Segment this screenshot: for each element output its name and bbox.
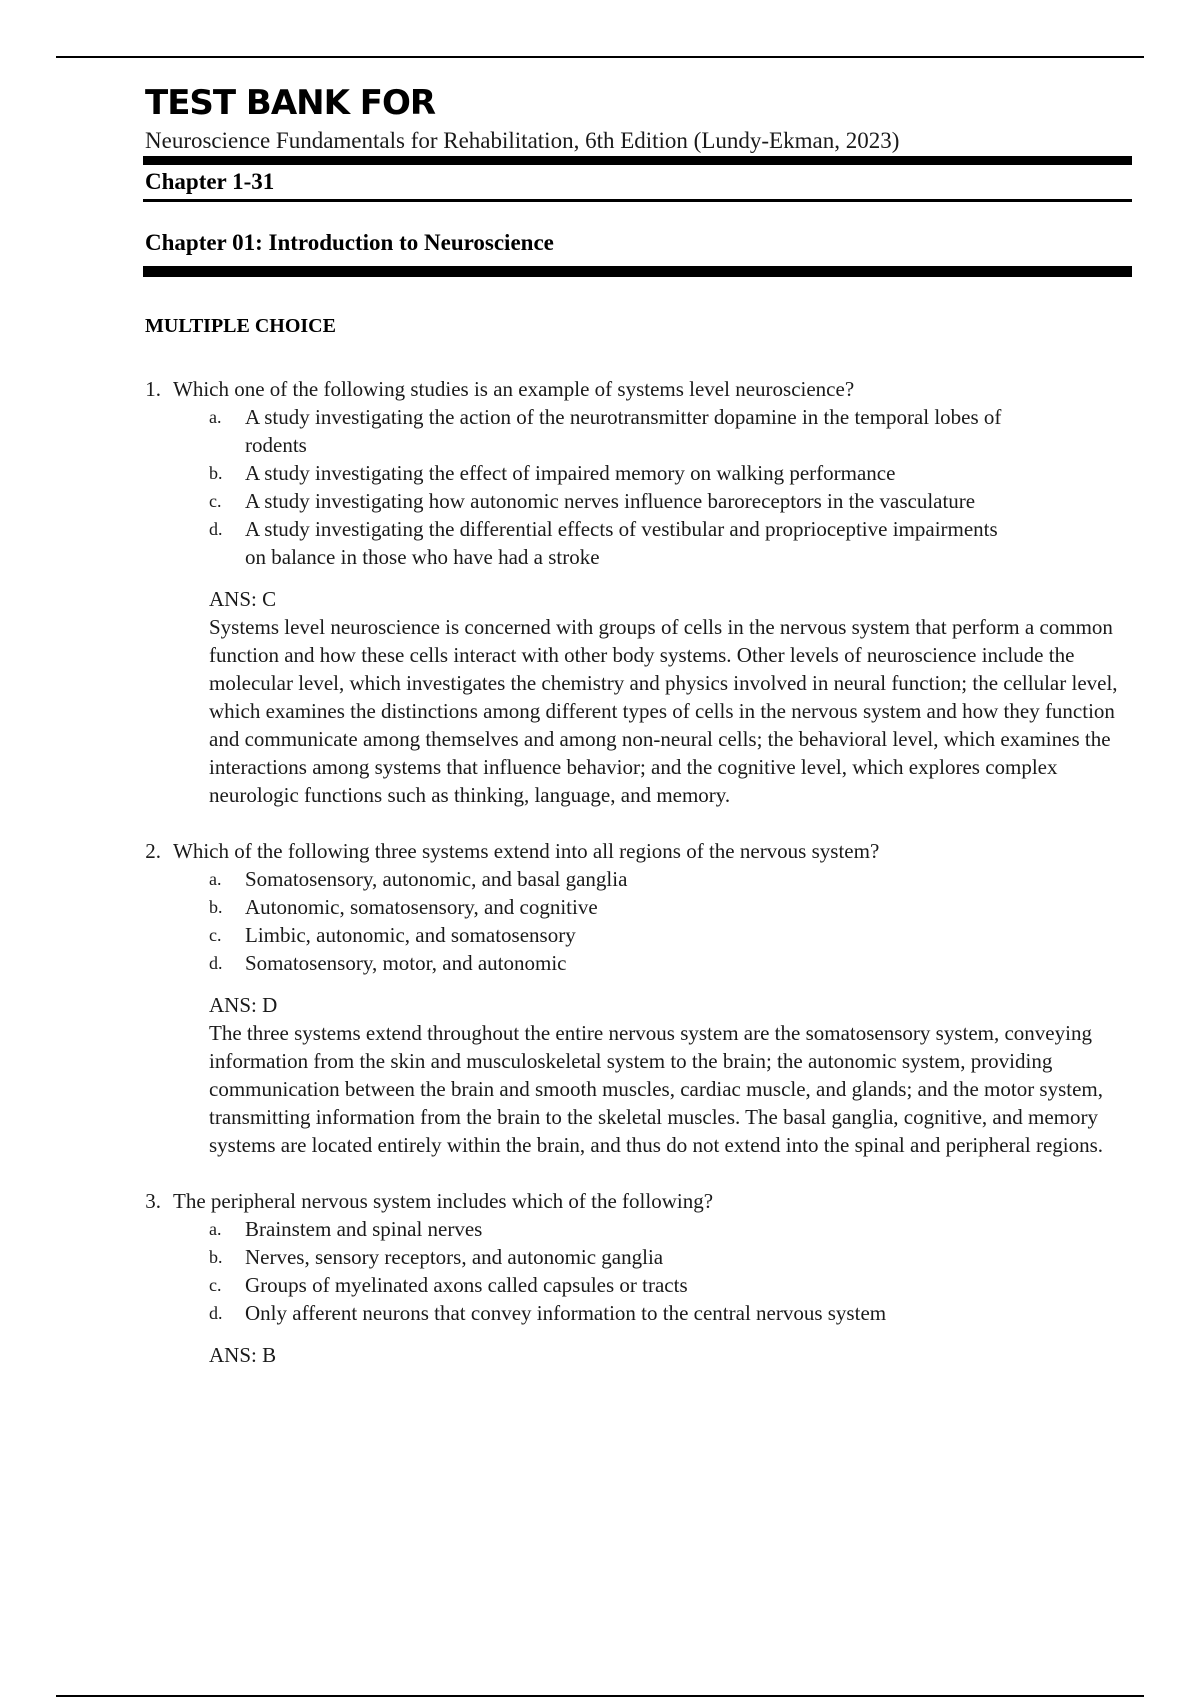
chapter-heading: Chapter 01: Introduction to Neuroscience <box>145 230 554 255</box>
question-text: Which one of the following studies is an example of systems level neuroscience? <box>173 377 855 401</box>
answer-block <box>209 585 1130 809</box>
choice-c <box>209 921 1130 949</box>
choice-letter: a. <box>209 1219 222 1239</box>
choice-a <box>209 1215 1130 1243</box>
answer-key: ANS: B <box>209 1343 277 1367</box>
question-text: Which of the following three systems extend into all regions of the nervous system? <box>173 839 880 863</box>
choice-letter: c. <box>209 1275 222 1295</box>
choice-c <box>209 487 1130 515</box>
chapter-range: Chapter 1-31 <box>145 169 275 194</box>
choice-text: Groups of myelinated axons called capsules or tracts <box>245 1273 688 1297</box>
answer-key: ANS: D <box>209 993 278 1017</box>
choice-text: Somatosensory, autonomic, and basal ganglia <box>245 867 628 891</box>
title-divider <box>143 156 1132 165</box>
page-top-rule <box>56 56 1144 58</box>
choice-b <box>209 893 1130 921</box>
document-page <box>145 82 1130 1369</box>
choice-d <box>209 949 1130 977</box>
chapter-heading-divider <box>143 266 1132 277</box>
choice-text: A study investigating the differential effects of vestibular and proprioceptive impairments on balance in those who have had a stroke <box>245 517 998 569</box>
choice-b <box>209 1243 1130 1271</box>
choice-text: Somatosensory, motor, and autonomic <box>245 951 567 975</box>
question-2 <box>145 837 1130 1159</box>
choice-text: A study investigating how autonomic nerves influence baroreceptors in the vasculature <box>245 489 976 513</box>
choice-d <box>209 515 1130 571</box>
question-stem <box>145 1187 1130 1215</box>
choice-letter: a. <box>209 869 222 889</box>
choice-a <box>209 865 1130 893</box>
section-label: MULTIPLE CHOICE <box>145 315 336 337</box>
question-number: 3. <box>145 1189 161 1213</box>
document-title: TEST BANK FOR <box>145 83 436 123</box>
answer-key: ANS: C <box>209 587 277 611</box>
choice-text: Autonomic, somatosensory, and cognitive <box>245 895 598 919</box>
choice-b <box>209 459 1130 487</box>
question-stem <box>145 375 1130 403</box>
question-number: 1. <box>145 377 161 401</box>
question-1 <box>145 375 1130 809</box>
choice-letter: b. <box>209 463 223 483</box>
question-number: 2. <box>145 839 161 863</box>
choice-letter: b. <box>209 897 223 917</box>
choice-c <box>209 1271 1130 1299</box>
answer-rationale: Systems level neuroscience is concerned with groups of cells in the nervous system that perform a common function and how these cells interact with other body systems. Other levels of neuroscience include the molecular level, which investigates the chemistry and physics involved in neural function; the cellular level, which examines the distinctions among different types of cells in the nervous system and how they function and communicate among themselves and among non-neural cells; the behavioral level, which examines the interactions among systems that influence behavior; and the cognitive level, which explores complex neurologic functions such as thinking, language, and memory. <box>209 615 1118 807</box>
choice-d <box>209 1299 1130 1327</box>
question-stem <box>145 837 1130 865</box>
choice-list <box>209 403 1130 571</box>
choice-letter: c. <box>209 491 222 511</box>
choice-letter: d. <box>209 519 223 539</box>
choice-text: A study investigating the effect of impaired memory on walking performance <box>245 461 896 485</box>
page-bottom-rule <box>56 1695 1144 1697</box>
choice-letter: d. <box>209 1303 223 1323</box>
answer-block <box>209 991 1130 1159</box>
choice-letter: b. <box>209 1247 223 1267</box>
choice-text: Brainstem and spinal nerves <box>245 1217 483 1241</box>
answer-block <box>209 1341 1130 1369</box>
document-subtitle: Neuroscience Fundamentals for Rehabilitation, 6th Edition (Lundy-Ekman, 2023) <box>145 128 900 153</box>
choice-text: Nerves, sensory receptors, and autonomic ganglia <box>245 1245 664 1269</box>
question-3 <box>145 1187 1130 1369</box>
choice-list <box>209 1215 1130 1327</box>
choice-text: Limbic, autonomic, and somatosensory <box>245 923 576 947</box>
question-text: The peripheral nervous system includes which of the following? <box>173 1189 714 1213</box>
choice-letter: c. <box>209 925 222 945</box>
choice-list <box>209 865 1130 977</box>
chapter-range-divider <box>143 199 1132 202</box>
choice-a <box>209 403 1130 459</box>
choice-letter: a. <box>209 407 222 427</box>
choice-text: A study investigating the action of the neurotransmitter dopamine in the temporal lobes of rodents <box>245 405 1002 457</box>
answer-rationale: The three systems extend throughout the entire nervous system are the somatosensory system, conveying information from the skin and musculoskeletal system to the brain; the autonomic system, providing communication between the brain and smooth muscles, cardiac muscle, and glands; and the motor system, transmitting information from the brain to the skeletal muscles. The basal ganglia, cognitive, and memory systems are located entirely within the brain, and thus do not extend into the spinal and peripheral regions. <box>209 1021 1104 1157</box>
choice-letter: d. <box>209 953 223 973</box>
choice-text: Only afferent neurons that convey information to the central nervous system <box>245 1301 887 1325</box>
